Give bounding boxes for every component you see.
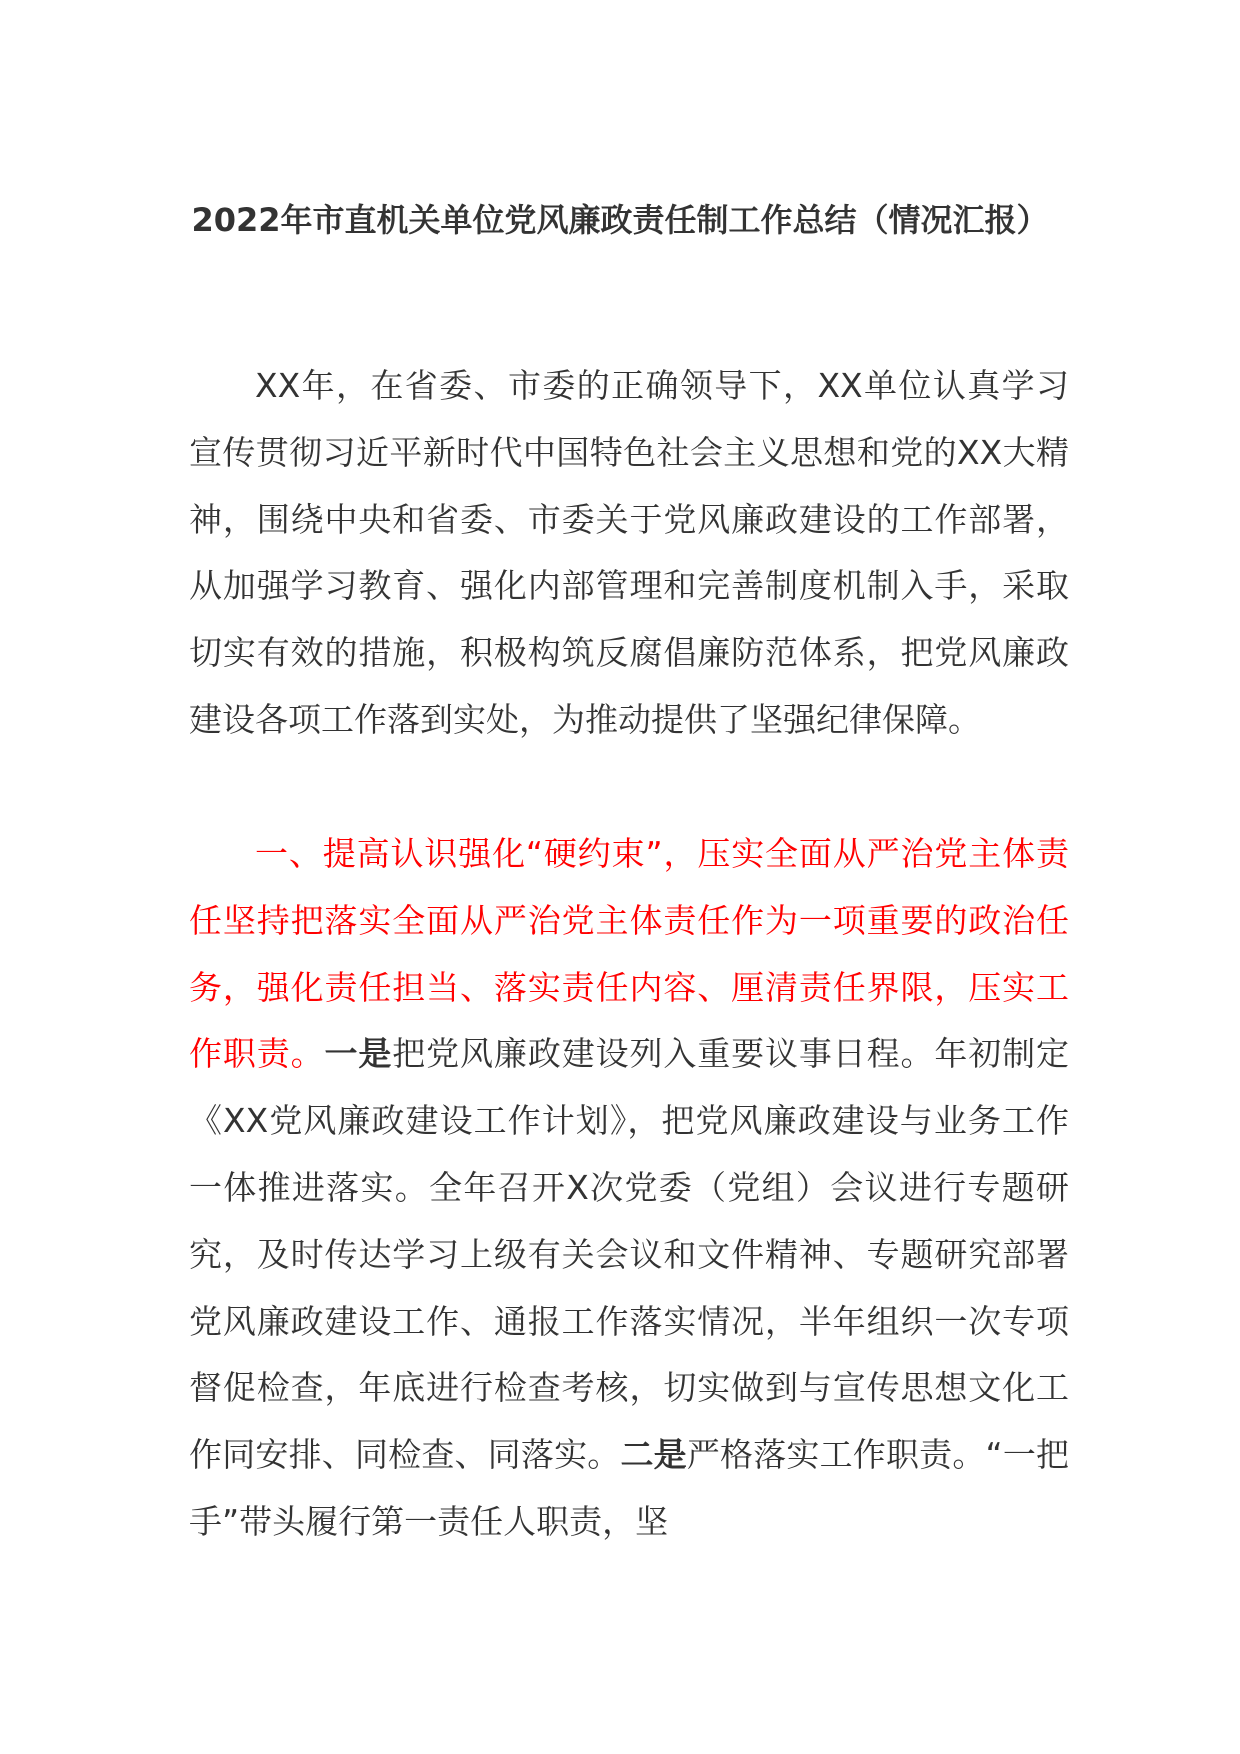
section-1-paragraph: [189, 821, 1069, 1556]
document-title: 2022年市直机关单位党风廉政责任制工作总结（情况汇报）: [191, 201, 1049, 239]
point-2-text: 严格落实工作职责。“一把手”带头履行第一责任人职责，坚: [189, 1435, 1070, 1541]
section-1-heading: 一、提高认识强化“硬约束”，压实全面从严治党主体责任坚持把落实全面从严治党主体责任作为一项重要的政治任务，强化责任担当、落实责任内容、厘清责任界限，压实工作职责。: [189, 834, 1069, 1074]
point-1-label: 一是: [324, 1034, 393, 1074]
point-1-text: 把党风廉政建设列入重要议事日程。年初制定《XX党风廉政建设工作计划》，把党风廉政建设与业务工作一体推进落实。全年召开X次党委（党组）会议进行专题研究，及时传达学习上级有关会议和文件精神、专题研究部署党风廉政建设工作、通报工作落实情况，半年组织一次专项督促检查，年底进行检查考核，切实做到与宣传思想文化工作同安排、同检查、同落实。: [189, 1034, 1070, 1475]
intro-paragraph: XX年，在省委、市委的正确领导下，XX单位认真学习宣传贯彻习近平新时代中国特色社会主义思想和党的XX大精神，围绕中央和省委、市委关于党风廉政建设的工作部署，从加强学习教育、强化内部管理和完善制度机制入手，采取切实有效的措施，积极构筑反腐倡廉防范体系，把党风廉政建设各项工作落到实处，为推动提供了坚强纪律保障。: [189, 366, 1069, 739]
point-2-label: 二是: [620, 1435, 687, 1475]
